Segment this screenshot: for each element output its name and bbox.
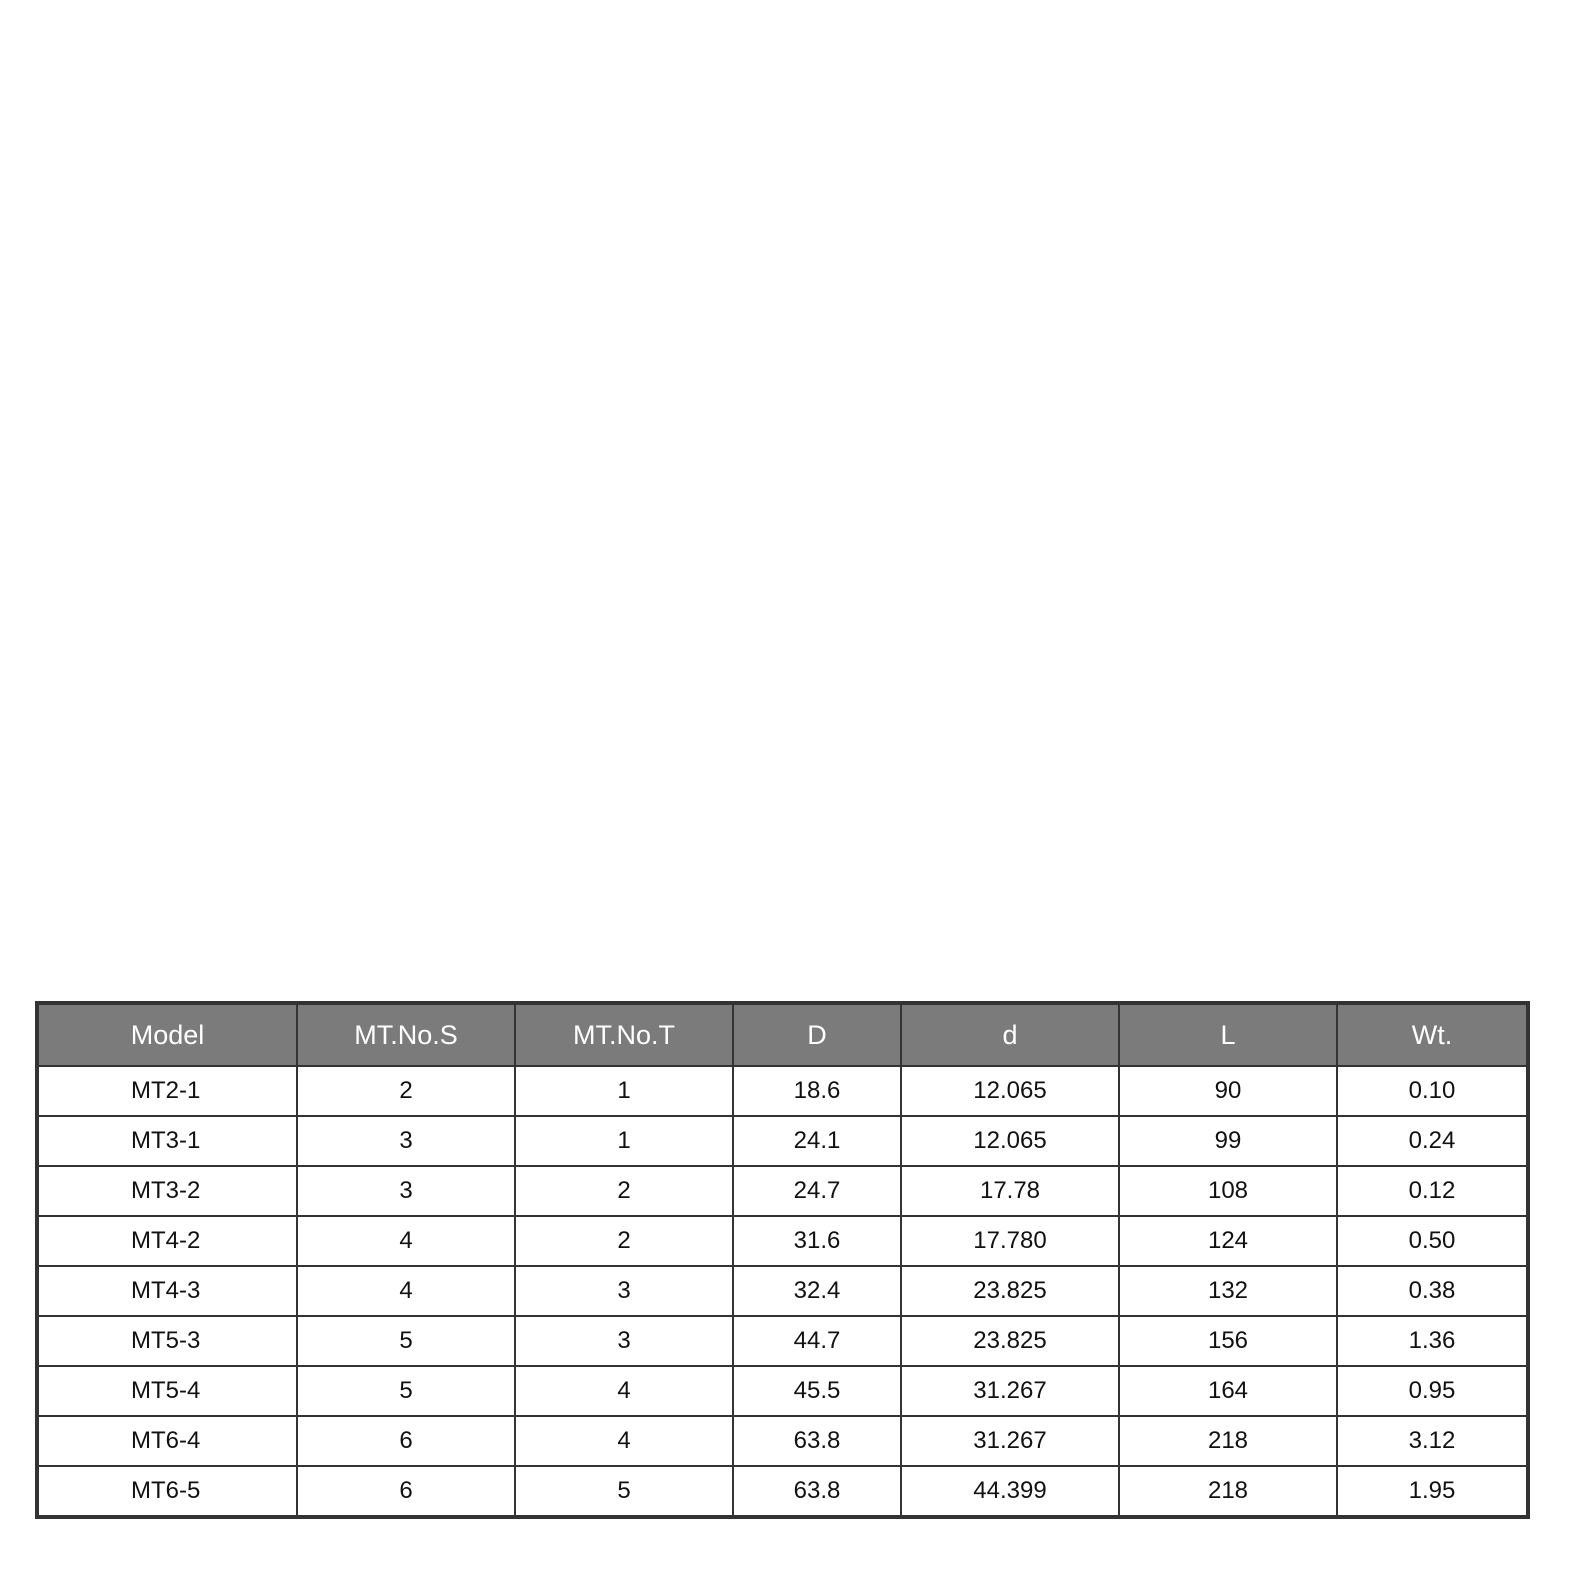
table-row	[38, 1316, 1527, 1366]
cell-mt-no-s: 3	[297, 1116, 515, 1166]
cell-model: MT3-1	[38, 1116, 297, 1166]
table-row	[38, 1166, 1527, 1216]
cell-L: 132	[1119, 1266, 1337, 1316]
cell-model: MT4-3	[38, 1266, 297, 1316]
spec-table	[37, 1003, 1528, 1517]
cell-wt: 0.10	[1337, 1066, 1527, 1116]
cell-mt-no-t: 1	[515, 1066, 733, 1116]
cell-d: 31.267	[901, 1416, 1119, 1466]
cell-model: MT4-2	[38, 1216, 297, 1266]
cell-mt-no-t: 3	[515, 1266, 733, 1316]
cell-D: 32.4	[733, 1266, 901, 1316]
cell-mt-no-s: 5	[297, 1366, 515, 1416]
cell-L: 218	[1119, 1416, 1337, 1466]
cell-wt: 0.38	[1337, 1266, 1527, 1316]
cell-d: 12.065	[901, 1116, 1119, 1166]
header-L: L	[1119, 1004, 1337, 1066]
cell-model: MT3-2	[38, 1166, 297, 1216]
cell-d: 23.825	[901, 1266, 1119, 1316]
cell-model: MT6-4	[38, 1416, 297, 1466]
cell-mt-no-t: 1	[515, 1116, 733, 1166]
cell-mt-no-s: 4	[297, 1266, 515, 1316]
cell-wt: 0.12	[1337, 1166, 1527, 1216]
cell-mt-no-t: 2	[515, 1216, 733, 1266]
cell-D: 18.6	[733, 1066, 901, 1116]
header-d: d	[901, 1004, 1119, 1066]
table-row	[38, 1466, 1527, 1516]
cell-d: 17.78	[901, 1166, 1119, 1216]
cell-model: MT5-3	[38, 1316, 297, 1366]
cell-mt-no-s: 3	[297, 1166, 515, 1216]
table-row	[38, 1066, 1527, 1116]
cell-mt-no-s: 6	[297, 1416, 515, 1466]
cell-D: 45.5	[733, 1366, 901, 1416]
cell-d: 23.825	[901, 1316, 1119, 1366]
header-model: Model	[38, 1004, 297, 1066]
table-row	[38, 1366, 1527, 1416]
cell-mt-no-t: 2	[515, 1166, 733, 1216]
cell-d: 44.399	[901, 1466, 1119, 1516]
cell-mt-no-t: 4	[515, 1366, 733, 1416]
cell-D: 63.8	[733, 1466, 901, 1516]
cell-d: 17.780	[901, 1216, 1119, 1266]
cell-wt: 3.12	[1337, 1416, 1527, 1466]
cell-L: 164	[1119, 1366, 1337, 1416]
cell-D: 24.7	[733, 1166, 901, 1216]
cell-mt-no-s: 2	[297, 1066, 515, 1116]
cell-L: 156	[1119, 1316, 1337, 1366]
cell-mt-no-t: 3	[515, 1316, 733, 1366]
cell-mt-no-s: 6	[297, 1466, 515, 1516]
header-mt-no-t: MT.No.T	[515, 1004, 733, 1066]
cell-mt-no-t: 4	[515, 1416, 733, 1466]
table-header-row	[38, 1004, 1527, 1066]
table-row	[38, 1416, 1527, 1466]
cell-wt: 0.50	[1337, 1216, 1527, 1266]
header-wt: Wt.	[1337, 1004, 1527, 1066]
table-row	[38, 1216, 1527, 1266]
cell-L: 218	[1119, 1466, 1337, 1516]
cell-model: MT2-1	[38, 1066, 297, 1116]
table-row	[38, 1266, 1527, 1316]
header-mt-no-s: MT.No.S	[297, 1004, 515, 1066]
cell-wt: 0.24	[1337, 1116, 1527, 1166]
cell-wt: 1.36	[1337, 1316, 1527, 1366]
cell-d: 12.065	[901, 1066, 1119, 1116]
cell-L: 90	[1119, 1066, 1337, 1116]
cell-mt-no-s: 5	[297, 1316, 515, 1366]
cell-d: 31.267	[901, 1366, 1119, 1416]
cell-D: 24.1	[733, 1116, 901, 1166]
cell-L: 124	[1119, 1216, 1337, 1266]
cell-model: MT5-4	[38, 1366, 297, 1416]
cell-L: 108	[1119, 1166, 1337, 1216]
cell-D: 63.8	[733, 1416, 901, 1466]
cell-wt: 1.95	[1337, 1466, 1527, 1516]
cell-D: 31.6	[733, 1216, 901, 1266]
cell-wt: 0.95	[1337, 1366, 1527, 1416]
cell-L: 99	[1119, 1116, 1337, 1166]
table-row	[38, 1116, 1527, 1166]
cell-D: 44.7	[733, 1316, 901, 1366]
cell-model: MT6-5	[38, 1466, 297, 1516]
cell-mt-no-t: 5	[515, 1466, 733, 1516]
cell-mt-no-s: 4	[297, 1216, 515, 1266]
header-D: D	[733, 1004, 901, 1066]
